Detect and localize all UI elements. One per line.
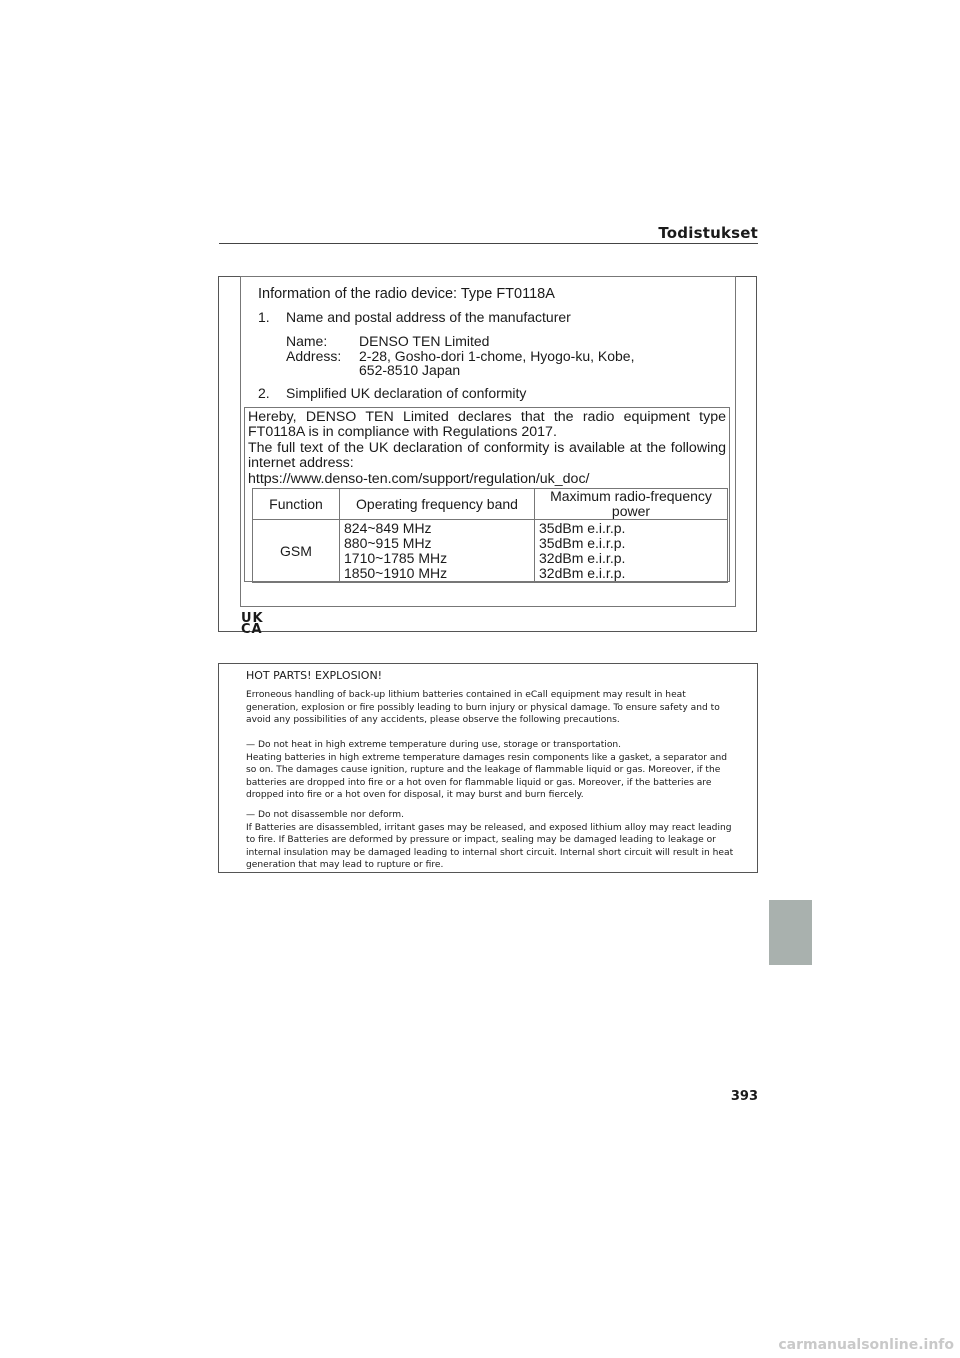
ukca-mark-line: CA	[241, 622, 263, 637]
radio-certificate-box	[218, 276, 757, 637]
warning-line: Erroneous handling of back-up lithium batteries contained in eCall equipment may result in heat	[246, 690, 686, 700]
radio-info-frame	[240, 276, 736, 607]
table-row	[253, 520, 728, 583]
ukca-mark	[241, 613, 264, 635]
declaration-line: Hereby, DENSO TEN Limited declares that the radio equipment type	[248, 409, 726, 425]
column-header: Operating frequency band	[340, 489, 535, 520]
warning-line: generation, explosion or fire possibly leading to burn injury or physical damage. To ensure safety and to	[246, 702, 720, 713]
band-value: 1710~1785 MHz	[344, 550, 448, 566]
address-label: Address:	[286, 348, 342, 364]
declaration-line: The full text of the UK declaration of conformity is available at the following	[248, 439, 726, 456]
declaration-frame	[244, 407, 730, 582]
warning-line: so on. The damages cause ignition, rupture and the leakage of flammable liquid or gas. Moreover, if the	[246, 765, 721, 776]
page-number: 393	[730, 1089, 758, 1104]
declaration-url: https://www.denso-ten.com/support/regulation/uk_doc/	[248, 470, 590, 487]
powers-cell	[535, 520, 728, 583]
warning-paragraph	[246, 809, 741, 872]
warning-line: generation that may lead to rupture or fire.	[246, 860, 444, 871]
header-divider	[219, 243, 758, 244]
address-line2: 652-8510 Japan	[359, 362, 461, 378]
warning-line: dropped into fire or a hot oven for disposal, it may burst and burn fiercely.	[246, 790, 584, 801]
warning-line: — Do not disassemble nor deform.	[246, 810, 404, 820]
name-value: DENSO TEN Limited	[359, 333, 490, 349]
warning-paragraph	[246, 739, 741, 802]
warning-line: to fire. If Batteries are deformed by pressure or impact, sealing may be damaged leading to leakage or	[246, 835, 716, 846]
page-section-title: Todistukset	[658, 224, 758, 242]
ukca-mark-line: UK	[241, 611, 264, 626]
power-value: 35dBm e.i.r.p.	[539, 520, 626, 536]
band-value: 880~915 MHz	[344, 535, 432, 551]
hot-parts-warning-box	[218, 663, 758, 873]
power-value: 35dBm e.i.r.p.	[539, 535, 626, 551]
chapter-side-tab	[769, 900, 812, 965]
warning-line: batteries are dropped into fire or a hot oven for flammable liquid or gas. Moreover, if the batteries are	[246, 777, 712, 788]
warning-title: HOT PARTS! EXPLOSION!	[246, 669, 383, 682]
column-header: Function	[253, 489, 340, 520]
declaration-text	[248, 410, 726, 487]
warning-line: avoid any possibilities of any accidents, please observe the following precautions.	[246, 715, 620, 726]
declaration-line: FT0118A is in compliance with Regulations 2017.	[248, 424, 557, 441]
table-header-row	[253, 489, 728, 520]
address-line1: 2-28, Gosho-dori 1-chome, Hyogo-ku, Kobe,	[359, 348, 635, 364]
frequency-table	[252, 488, 728, 583]
declaration-line: internet address:	[248, 455, 354, 472]
warning-line: internal insulation may be damaged leading to internal short circuit. Internal short circuit will result in heat	[246, 847, 734, 858]
item1-label: Name and postal address of the manufacturer	[286, 309, 571, 325]
radio-heading: Information of the radio device: Type FT0118A	[258, 286, 555, 302]
power-value: 32dBm e.i.r.p.	[539, 550, 626, 566]
site-watermark: carmanualsonline.info	[778, 1337, 954, 1353]
power-value: 32dBm e.i.r.p.	[539, 565, 626, 581]
column-header: Maximum radio-frequency power	[535, 489, 728, 520]
warning-line: If Batteries are disassembled, irritant gases may be released, and exposed lithium alloy may react leading	[246, 822, 732, 833]
warning-paragraph	[246, 689, 741, 727]
bands-cell	[340, 520, 535, 583]
band-value: 824~849 MHz	[344, 520, 432, 536]
function-cell: GSM	[253, 520, 340, 583]
name-label: Name:	[286, 333, 328, 349]
item2-label: Simplified UK declaration of conformity	[286, 385, 527, 401]
warning-line: — Do not heat in high extreme temperature during use, storage or transportation.	[246, 740, 622, 750]
band-value: 1850~1910 MHz	[344, 565, 448, 581]
warning-line: Heating batteries in high extreme temperature damages resin components like a gasket, a separator and	[246, 752, 728, 763]
item1-number: 1.	[258, 309, 270, 325]
item2-number: 2.	[258, 385, 270, 401]
